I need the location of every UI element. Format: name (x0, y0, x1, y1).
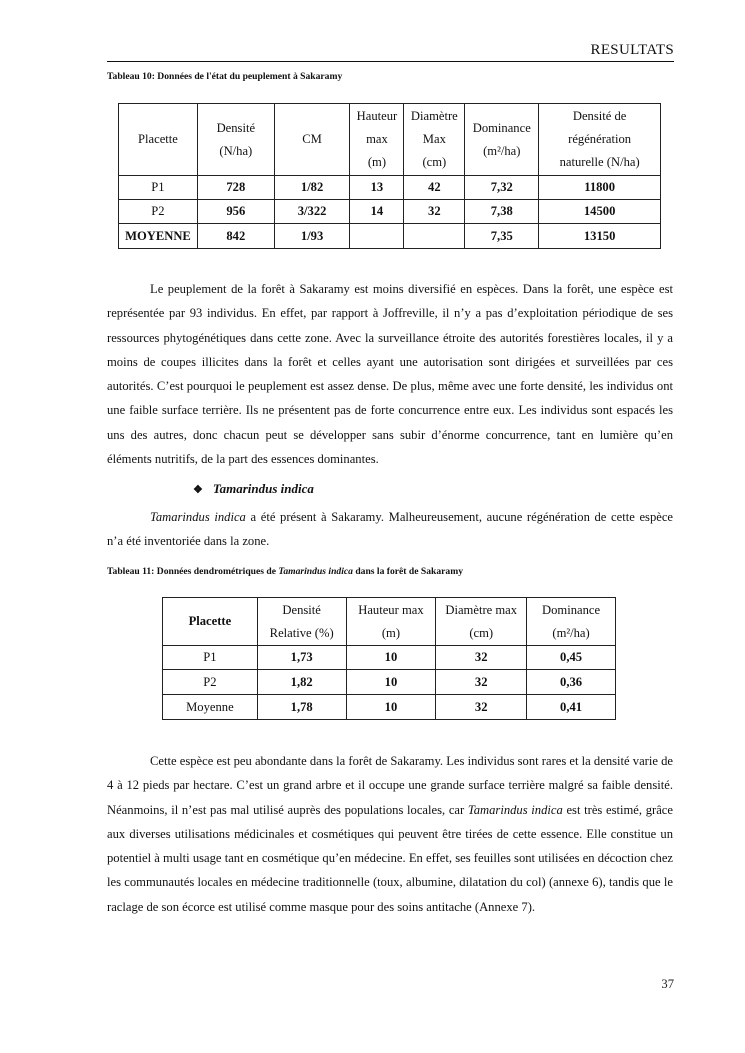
header-diametre-max: Diamètre max (cm) (436, 598, 527, 646)
table11-caption: Tableau 11: Données dendrométriques de Tamarindus indica dans la forêt de Sakaramy (107, 566, 463, 577)
cell-densite: 1,82 (257, 670, 346, 695)
header-placette: Placette (119, 104, 198, 176)
table-row (119, 176, 661, 200)
header-hauteur: Hauteur max (m) (350, 104, 404, 176)
cell-cm: 1/82 (274, 176, 350, 200)
cell-densite: 728 (197, 176, 274, 200)
section-header-title: RESULTATS (590, 42, 674, 58)
table11 (162, 597, 616, 720)
cell-placette: P2 (119, 200, 198, 224)
header-hauteur-max: Hauteur max (m) (346, 598, 436, 646)
header-regeneration: Densité de régénération naturelle (N/ha) (539, 104, 661, 176)
table10 (118, 103, 661, 249)
cell-diametre: 42 (404, 176, 465, 200)
species-heading-text: Tamarindus indica (212, 481, 314, 496)
cell-dominance: 0,41 (527, 695, 616, 720)
cell-placette: Moyenne (163, 695, 258, 720)
cell-placette: P1 (163, 646, 258, 670)
header-placette: Placette (163, 598, 258, 646)
paragraph-species-usage: Cette espèce est peu abondante dans la forêt de Sakaramy. Les individus sont rares et la densité varie de 4 à 12 pieds par hectare. C’est un grand arbre et il occupe une grande surface terrière malgré sa faible densité. Néanmoins, il n’est pas mal utilisé auprès des populations locales, car Tamarindus indica est très estimé, grâce aux diverses utilisations médicinales et cosmétiques qui peuvent être tirées de cette essence. Elle constitue un potentiel à multi usage tant en cosmétique qu’en médecine. En effet, ses feuilles sont utilisées en décoction chez les communautés locales en médecine traditionnelle (toux, albumine, dilatation du col) (annexe 6), tandis que le raclage de son écorce est utilisé comme masque pour des soins antitache (Annexe 7). (107, 754, 673, 914)
diamond-bullet-icon: ❖ (193, 484, 203, 496)
paragraph-species-intro: Tamarindus indica a été présent à Sakaramy. Malheureusement, aucune régénération de cette espèce n’a été inventoriée dans la zone. (107, 510, 674, 549)
header-diametre: Diamètre Max (cm) (404, 104, 465, 176)
table10-caption: Tableau 10: Données de l'état du peuplement à Sakaramy (107, 71, 343, 82)
cell-hauteur: 14 (350, 200, 404, 224)
table-row (119, 200, 661, 224)
cell-dominance: 7,38 (465, 200, 539, 224)
page-number: 37 (661, 977, 674, 991)
cell-hauteur: 10 (346, 670, 436, 695)
cell-hauteur: 13 (350, 176, 404, 200)
cell-regeneration: 14500 (539, 200, 661, 224)
table-row (163, 695, 616, 720)
cell-regeneration: 13150 (539, 224, 661, 249)
cell-diametre: 32 (436, 646, 527, 670)
cell-dominance: 0,36 (527, 670, 616, 695)
cell-densite: 1,78 (257, 695, 346, 720)
cell-cm: 1/93 (274, 224, 350, 249)
cell-diametre: 32 (436, 695, 527, 720)
table11-header-row (163, 598, 616, 646)
cell-hauteur: 10 (346, 695, 436, 720)
table-row (163, 670, 616, 695)
cell-diametre: 32 (404, 200, 465, 224)
cell-densite: 1,73 (257, 646, 346, 670)
cell-placette: P1 (119, 176, 198, 200)
header-divider (107, 61, 674, 62)
header-cm: CM (274, 104, 350, 176)
table-row (163, 646, 616, 670)
cell-regeneration: 11800 (539, 176, 661, 200)
cell-hauteur: 10 (346, 646, 436, 670)
cell-diametre (404, 224, 465, 249)
cell-diametre: 32 (436, 670, 527, 695)
cell-placette: P2 (163, 670, 258, 695)
cell-dominance: 0,45 (527, 646, 616, 670)
header-dominance: Dominance (m²/ha) (465, 104, 539, 176)
header-dominance: Dominance (m²/ha) (527, 598, 616, 646)
header-densite: Densité (N/ha) (197, 104, 274, 176)
cell-dominance: 7,32 (465, 176, 539, 200)
header-densite-relative: Densité Relative (%) (257, 598, 346, 646)
cell-densite: 956 (197, 200, 274, 224)
cell-dominance: 7,35 (465, 224, 539, 249)
cell-hauteur (350, 224, 404, 249)
cell-densite: 842 (197, 224, 274, 249)
paragraph-peuplement: Le peuplement de la forêt à Sakaramy est moins diversifié en espèces. Dans la forêt, une espèce est représentée par 93 individus. En effet, par rapport à Joffreville, il n’y a pas d’exploitation périodique de ses ressources phytogénétiques dans cette zone. Avec la surveillance étroite des autorités forestières locales, il y a moins de coupes illicites dans la forêt et celles ayant une autorisation sont dirigées et surveillées par ces autorités. C’est pourquoi le peuplement est assez dense. De plus, même avec une forte densité, les individus ont une faible surface terrière. Ils ne présentent pas de forte concurrence entre eux. Les individus sont espacés les uns des autres, donc chacun peut se développer sans subir d’énorme concurrence, tant en lumière qu’en éléments nutritifs, de la part des essences dominantes. (107, 282, 673, 467)
table10-header-row (119, 104, 661, 176)
cell-placette: MOYENNE (119, 224, 198, 249)
table-row (119, 224, 661, 249)
cell-cm: 3/322 (274, 200, 350, 224)
species-heading (193, 481, 314, 497)
